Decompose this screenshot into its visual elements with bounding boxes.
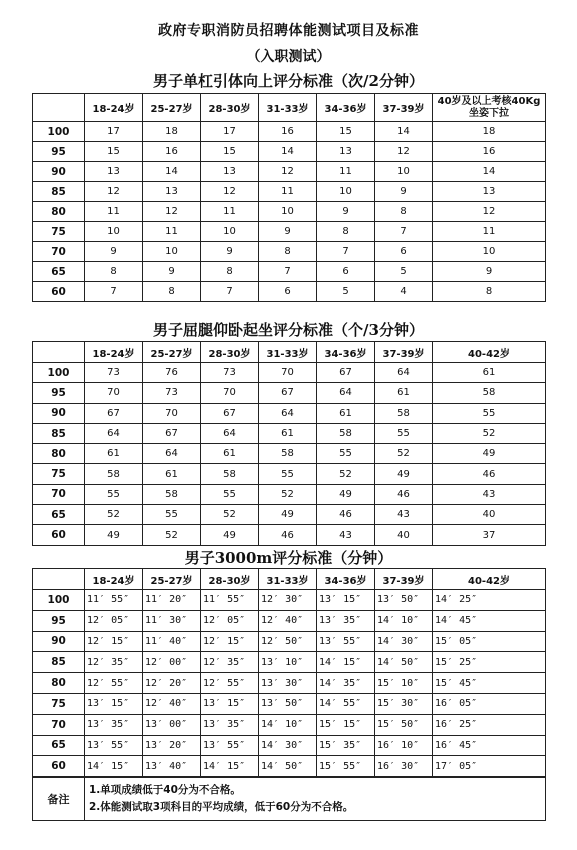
value-cell: 49: [259, 505, 317, 525]
value-cell: 73: [143, 383, 201, 403]
value-cell: 40: [375, 525, 433, 545]
value-cell: 70: [259, 363, 317, 383]
score-label-cell: 95: [33, 610, 85, 631]
value-cell: 64: [85, 423, 143, 443]
pullup-table-title: 男子单杠引体向上评分标准（次/2分钟）: [153, 72, 424, 90]
table-row: [33, 122, 546, 142]
value-cell: 43: [433, 484, 546, 504]
table-row: [33, 383, 546, 403]
value-cell: 16: [143, 142, 201, 162]
score-label-cell: 65: [33, 262, 85, 282]
value-cell: 7: [201, 282, 259, 302]
table-row: [33, 363, 546, 383]
value-cell: 10: [259, 202, 317, 222]
value-cell: 14: [433, 162, 546, 182]
value-cell: 9: [85, 242, 143, 262]
value-cell: 49: [375, 464, 433, 484]
score-label-cell: 100: [33, 590, 85, 611]
document-subtitle: （入职测试）: [246, 49, 331, 65]
value-cell: 8: [85, 262, 143, 282]
value-cell: 14′ 55″: [317, 693, 375, 714]
value-cell: 10: [317, 182, 375, 202]
age-group-header: 28-30岁: [201, 342, 259, 363]
value-cell: 46: [433, 464, 546, 484]
age-group-header: 31-33岁: [259, 342, 317, 363]
document-title: 政府专职消防员招聘体能测试项目及标准: [158, 23, 419, 39]
value-cell: 15′ 10″: [375, 673, 433, 694]
score-label-cell: 95: [33, 142, 85, 162]
run3000-score-table: [32, 568, 546, 777]
table-row: [33, 714, 546, 735]
value-cell: 49: [85, 525, 143, 545]
value-cell: 70: [85, 383, 143, 403]
score-label-cell: 80: [33, 673, 85, 694]
score-label-cell: 60: [33, 282, 85, 302]
value-cell: 15′ 15″: [317, 714, 375, 735]
value-cell: 67: [259, 383, 317, 403]
value-cell: 12′ 15″: [85, 631, 143, 652]
value-cell: 11: [259, 182, 317, 202]
value-cell: 8: [201, 262, 259, 282]
table-row: [33, 222, 546, 242]
score-label-cell: 60: [33, 756, 85, 777]
value-cell: 58: [433, 383, 546, 403]
value-cell: 70: [143, 403, 201, 423]
score-label-cell: 75: [33, 693, 85, 714]
value-cell: 11: [85, 202, 143, 222]
table-row: [33, 525, 546, 545]
notes-label: 备注: [33, 778, 85, 821]
table-row: [33, 262, 546, 282]
value-cell: 12′ 35″: [85, 652, 143, 673]
value-cell: 16′ 05″: [433, 693, 546, 714]
value-cell: 14′ 50″: [375, 652, 433, 673]
value-cell: 12: [375, 142, 433, 162]
value-cell: 15′ 50″: [375, 714, 433, 735]
situp-score-table: [32, 341, 546, 546]
value-cell: 8: [317, 222, 375, 242]
value-cell: 9: [259, 222, 317, 242]
age-group-header: 31-33岁: [259, 569, 317, 590]
value-cell: 13′ 55″: [85, 735, 143, 756]
value-cell: 12: [259, 162, 317, 182]
table-row: [33, 162, 546, 182]
table-row: [33, 631, 546, 652]
value-cell: 15: [85, 142, 143, 162]
value-cell: 10: [143, 242, 201, 262]
value-cell: 11′ 55″: [201, 590, 259, 611]
value-cell: 11: [201, 202, 259, 222]
value-cell: 6: [259, 282, 317, 302]
note-line-2: 2.体能测试取3项科目的平均成绩，低于60分为不合格。: [89, 801, 354, 813]
age-group-header: 18-24岁: [85, 94, 143, 122]
notes-content: [85, 778, 546, 821]
table-row: [33, 652, 546, 673]
score-label-cell: 85: [33, 423, 85, 443]
table-row: [33, 142, 546, 162]
table-row: [33, 673, 546, 694]
value-cell: 18: [143, 122, 201, 142]
score-label-cell: 70: [33, 484, 85, 504]
value-cell: 11′ 40″: [143, 631, 201, 652]
value-cell: 55: [433, 403, 546, 423]
header-corner-cell: [33, 94, 85, 122]
value-cell: 58: [85, 464, 143, 484]
value-cell: 14′ 30″: [259, 735, 317, 756]
value-cell: 67: [85, 403, 143, 423]
value-cell: 12′ 55″: [201, 673, 259, 694]
value-cell: 55: [317, 444, 375, 464]
value-cell: 12′ 35″: [201, 652, 259, 673]
value-cell: 12′ 05″: [201, 610, 259, 631]
value-cell: 13: [433, 182, 546, 202]
value-cell: 9: [201, 242, 259, 262]
value-cell: 13′ 20″: [143, 735, 201, 756]
value-cell: 52: [85, 505, 143, 525]
value-cell: 52: [259, 484, 317, 504]
value-cell: 64: [375, 363, 433, 383]
value-cell: 16: [433, 142, 546, 162]
value-cell: 58: [375, 403, 433, 423]
value-cell: 11′ 55″: [85, 590, 143, 611]
value-cell: 9: [375, 182, 433, 202]
value-cell: 8: [143, 282, 201, 302]
value-cell: 12: [85, 182, 143, 202]
value-cell: 52: [143, 525, 201, 545]
value-cell: 58: [259, 444, 317, 464]
value-cell: 10: [375, 162, 433, 182]
value-cell: 67: [201, 403, 259, 423]
table-row: [33, 282, 546, 302]
value-cell: 76: [143, 363, 201, 383]
table-row: [33, 444, 546, 464]
score-label-cell: 70: [33, 714, 85, 735]
table-row: [33, 182, 546, 202]
age-group-header: 34-36岁: [317, 342, 375, 363]
value-cell: 7: [85, 282, 143, 302]
value-cell: 14: [375, 122, 433, 142]
score-label-cell: 100: [33, 122, 85, 142]
value-cell: 52: [317, 464, 375, 484]
value-cell: 55: [259, 464, 317, 484]
age-group-header: 25-27岁: [143, 94, 201, 122]
value-cell: 6: [375, 242, 433, 262]
score-label-cell: 65: [33, 735, 85, 756]
value-cell: 5: [375, 262, 433, 282]
score-label-cell: 90: [33, 162, 85, 182]
value-cell: 13: [143, 182, 201, 202]
value-cell: 13′ 15″: [317, 590, 375, 611]
value-cell: 14: [143, 162, 201, 182]
table-row: [33, 693, 546, 714]
value-cell: 12′ 30″: [259, 590, 317, 611]
score-label-cell: 65: [33, 505, 85, 525]
age-group-header: 18-24岁: [85, 342, 143, 363]
score-label-cell: 85: [33, 652, 85, 673]
value-cell: 52: [375, 444, 433, 464]
value-cell: 16′ 30″: [375, 756, 433, 777]
value-cell: 13′ 15″: [201, 693, 259, 714]
value-cell: 73: [85, 363, 143, 383]
value-cell: 61: [201, 444, 259, 464]
value-cell: 52: [201, 505, 259, 525]
header-corner-cell: [33, 569, 85, 590]
value-cell: 16′ 45″: [433, 735, 546, 756]
value-cell: 70: [201, 383, 259, 403]
value-cell: 11′ 20″: [143, 590, 201, 611]
value-cell: 18: [433, 122, 546, 142]
age-group-header: 37-39岁: [375, 94, 433, 122]
value-cell: 14′ 15″: [317, 652, 375, 673]
value-cell: 43: [375, 505, 433, 525]
value-cell: 7: [375, 222, 433, 242]
age-group-header: 37-39岁: [375, 569, 433, 590]
value-cell: 11: [433, 222, 546, 242]
value-cell: 12: [143, 202, 201, 222]
age-group-header: 40-42岁: [433, 569, 546, 590]
table-row: [33, 464, 546, 484]
value-cell: 11′ 30″: [143, 610, 201, 631]
age-group-header: 40岁及以上考核40Kg坐姿下拉: [433, 94, 546, 122]
value-cell: 61: [259, 423, 317, 443]
score-label-cell: 80: [33, 444, 85, 464]
value-cell: 67: [317, 363, 375, 383]
value-cell: 17: [85, 122, 143, 142]
value-cell: 13′ 00″: [143, 714, 201, 735]
value-cell: 40: [433, 505, 546, 525]
value-cell: 12′ 20″: [143, 673, 201, 694]
value-cell: 9: [143, 262, 201, 282]
run3000-table-title: 男子3000m评分标准（分钟）: [184, 549, 393, 567]
value-cell: 13: [317, 142, 375, 162]
score-label-cell: 85: [33, 182, 85, 202]
table-row: [33, 590, 546, 611]
value-cell: 13′ 35″: [317, 610, 375, 631]
value-cell: 14′ 30″: [375, 631, 433, 652]
value-cell: 61: [317, 403, 375, 423]
score-label-cell: 95: [33, 383, 85, 403]
value-cell: 14′ 25″: [433, 590, 546, 611]
value-cell: 49: [433, 444, 546, 464]
value-cell: 46: [259, 525, 317, 545]
value-cell: 7: [259, 262, 317, 282]
value-cell: 9: [317, 202, 375, 222]
value-cell: 55: [143, 505, 201, 525]
table-row: [33, 505, 546, 525]
header-row: [33, 94, 546, 122]
value-cell: 64: [317, 383, 375, 403]
value-cell: 64: [259, 403, 317, 423]
value-cell: 64: [143, 444, 201, 464]
value-cell: 15′ 30″: [375, 693, 433, 714]
value-cell: 16′ 25″: [433, 714, 546, 735]
value-cell: 64: [201, 423, 259, 443]
score-label-cell: 70: [33, 242, 85, 262]
value-cell: 46: [375, 484, 433, 504]
value-cell: 10: [433, 242, 546, 262]
value-cell: 10: [85, 222, 143, 242]
value-cell: 17′ 05″: [433, 756, 546, 777]
table-row: [33, 403, 546, 423]
value-cell: 13′ 40″: [143, 756, 201, 777]
table-row: [33, 423, 546, 443]
age-group-header: 40-42岁: [433, 342, 546, 363]
value-cell: 13′ 30″: [259, 673, 317, 694]
value-cell: 11: [317, 162, 375, 182]
age-group-header: 25-27岁: [143, 569, 201, 590]
score-label-cell: 90: [33, 631, 85, 652]
header-corner-cell: [33, 342, 85, 363]
age-group-header: 28-30岁: [201, 569, 259, 590]
value-cell: 61: [143, 464, 201, 484]
value-cell: 6: [317, 262, 375, 282]
value-cell: 55: [375, 423, 433, 443]
score-label-cell: 100: [33, 363, 85, 383]
value-cell: 37: [433, 525, 546, 545]
value-cell: 46: [317, 505, 375, 525]
value-cell: 14′ 35″: [317, 673, 375, 694]
table-row: [33, 484, 546, 504]
situp-table-title: 男子屈腿仰卧起坐评分标准（个/3分钟）: [153, 321, 424, 339]
notes-table: [32, 777, 546, 821]
header-row: [33, 569, 546, 590]
score-label-cell: 90: [33, 403, 85, 423]
value-cell: 58: [317, 423, 375, 443]
value-cell: 11: [143, 222, 201, 242]
value-cell: 13: [201, 162, 259, 182]
value-cell: 14′ 10″: [375, 610, 433, 631]
pullup-score-table: [32, 93, 546, 302]
value-cell: 13′ 50″: [259, 693, 317, 714]
value-cell: 13: [85, 162, 143, 182]
value-cell: 49: [201, 525, 259, 545]
value-cell: 8: [433, 282, 546, 302]
value-cell: 61: [433, 363, 546, 383]
value-cell: 7: [317, 242, 375, 262]
age-group-header: 18-24岁: [85, 569, 143, 590]
score-label-cell: 75: [33, 464, 85, 484]
table-row: [33, 242, 546, 262]
value-cell: 13′ 50″: [375, 590, 433, 611]
value-cell: 15′ 55″: [317, 756, 375, 777]
age-group-header: 34-36岁: [317, 569, 375, 590]
score-label-cell: 75: [33, 222, 85, 242]
table-row: [33, 610, 546, 631]
age-group-header: 37-39岁: [375, 342, 433, 363]
table-row: [33, 202, 546, 222]
value-cell: 4: [375, 282, 433, 302]
value-cell: 15′ 45″: [433, 673, 546, 694]
value-cell: 12′ 50″: [259, 631, 317, 652]
value-cell: 55: [201, 484, 259, 504]
value-cell: 15′ 35″: [317, 735, 375, 756]
value-cell: 16′ 10″: [375, 735, 433, 756]
value-cell: 13′ 55″: [317, 631, 375, 652]
value-cell: 67: [143, 423, 201, 443]
value-cell: 13′ 15″: [85, 693, 143, 714]
value-cell: 12′ 40″: [259, 610, 317, 631]
value-cell: 8: [375, 202, 433, 222]
value-cell: 14′ 50″: [259, 756, 317, 777]
age-group-header: 25-27岁: [143, 342, 201, 363]
value-cell: 43: [317, 525, 375, 545]
value-cell: 12′ 00″: [143, 652, 201, 673]
value-cell: 14′ 45″: [433, 610, 546, 631]
score-label-cell: 60: [33, 525, 85, 545]
value-cell: 15: [317, 122, 375, 142]
value-cell: 58: [201, 464, 259, 484]
value-cell: 14: [259, 142, 317, 162]
value-cell: 15: [201, 142, 259, 162]
note-line-1: 1.单项成绩低于40分为不合格。: [89, 784, 241, 796]
value-cell: 73: [201, 363, 259, 383]
value-cell: 55: [85, 484, 143, 504]
value-cell: 8: [259, 242, 317, 262]
table-row: [33, 735, 546, 756]
value-cell: 12′ 05″: [85, 610, 143, 631]
table-row: [33, 756, 546, 777]
value-cell: 15′ 25″: [433, 652, 546, 673]
value-cell: 14′ 10″: [259, 714, 317, 735]
value-cell: 61: [375, 383, 433, 403]
value-cell: 52: [433, 423, 546, 443]
score-label-cell: 80: [33, 202, 85, 222]
value-cell: 14′ 15″: [85, 756, 143, 777]
value-cell: 58: [143, 484, 201, 504]
age-group-header: 34-36岁: [317, 94, 375, 122]
value-cell: 16: [259, 122, 317, 142]
value-cell: 61: [85, 444, 143, 464]
value-cell: 13′ 35″: [201, 714, 259, 735]
value-cell: 13′ 35″: [85, 714, 143, 735]
value-cell: 12′ 40″: [143, 693, 201, 714]
value-cell: 13′ 10″: [259, 652, 317, 673]
value-cell: 13′ 55″: [201, 735, 259, 756]
value-cell: 12: [201, 182, 259, 202]
age-group-header: 31-33岁: [259, 94, 317, 122]
value-cell: 9: [433, 262, 546, 282]
value-cell: 12′ 15″: [201, 631, 259, 652]
value-cell: 49: [317, 484, 375, 504]
value-cell: 14′ 15″: [201, 756, 259, 777]
value-cell: 12: [433, 202, 546, 222]
value-cell: 17: [201, 122, 259, 142]
value-cell: 12′ 55″: [85, 673, 143, 694]
value-cell: 15′ 05″: [433, 631, 546, 652]
value-cell: 10: [201, 222, 259, 242]
header-row: [33, 342, 546, 363]
age-group-header: 28-30岁: [201, 94, 259, 122]
value-cell: 5: [317, 282, 375, 302]
